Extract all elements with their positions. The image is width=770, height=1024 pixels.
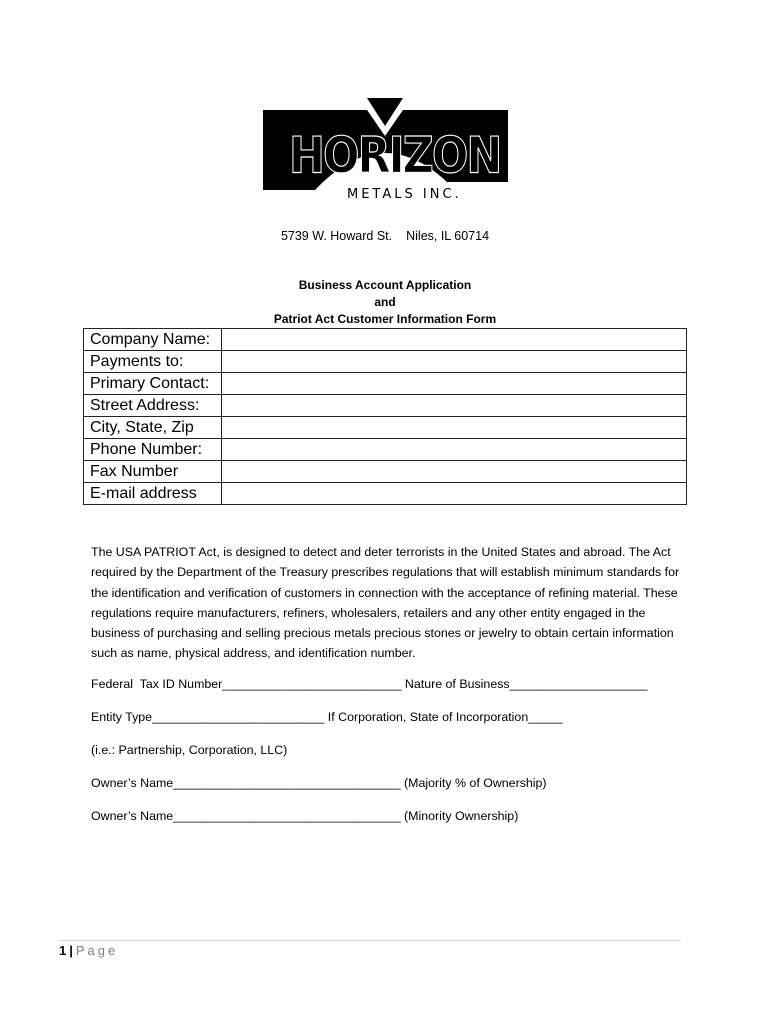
payments-to-field[interactable] <box>222 351 687 373</box>
payments-to-label: Payments to: <box>84 351 222 373</box>
primary-contact-label: Primary Contact: <box>84 373 222 395</box>
street-address-field[interactable] <box>222 395 687 417</box>
company-address <box>0 229 770 243</box>
table-row <box>84 461 687 483</box>
title-line-1: Business Account Application <box>298 278 472 292</box>
table-row <box>84 395 687 417</box>
address-city: Niles, IL 60714 <box>406 229 490 243</box>
customer-info-table <box>83 328 687 505</box>
page-label: Page <box>75 943 119 958</box>
address-street: 5739 W. Howard St. <box>280 229 393 243</box>
patriot-act-paragraph: The USA PATRIOT Act, is designed to detect and deter terrorists in the United States and abroad. The Act required by the Department of the Treasury prescribes regulations that will establish minimum standards for the identification and verification of customers in connection with the acceptance of refining material. These regulations require manufacturers, refiners, wholesalers, retailers and any other entity engaged in the business of purchasing and selling precious metals precious stones or jewelry to obtain certain information such as name, physical address, and identification number. <box>91 545 680 661</box>
company-name-field[interactable] <box>222 329 687 351</box>
logo-subtitle: METALS INC. <box>347 187 462 202</box>
tax-id-nature-line[interactable]: Federal Tax ID Number__________________________ Nature of Business____________________ <box>91 677 648 691</box>
table-row <box>84 373 687 395</box>
majority-owner-line[interactable]: Owner’s Name_________________________________ (Majority % of Ownership) <box>91 776 547 790</box>
city-state-zip-label: City, State, Zip <box>84 417 222 439</box>
primary-contact-field[interactable] <box>222 373 687 395</box>
title-line-2: and <box>374 295 396 309</box>
fax-number-label: Fax Number <box>84 461 222 483</box>
logo-text-group <box>263 98 508 206</box>
city-state-zip-field[interactable] <box>222 417 687 439</box>
logo-brand: HORIZON <box>289 127 501 185</box>
table-row <box>84 329 687 351</box>
fax-number-field[interactable] <box>222 461 687 483</box>
email-address-field[interactable] <box>222 483 687 505</box>
phone-number-label: Phone Number: <box>84 439 222 461</box>
form-title <box>0 277 770 328</box>
page-number: 1 <box>59 943 67 958</box>
street-address-label: Street Address: <box>84 395 222 417</box>
entity-type-note: (i.e.: Partnership, Corporation, LLC) <box>91 743 288 757</box>
entity-type-line[interactable]: Entity Type_________________________ If Corporation, State of Incorporation_____ <box>91 710 563 724</box>
email-address-label: E-mail address <box>84 483 222 505</box>
table-row <box>84 351 687 373</box>
title-line-3: Patriot Act Customer Information Form <box>273 312 497 326</box>
table-row <box>84 417 687 439</box>
footer-separator: | <box>69 943 73 958</box>
table-row <box>84 483 687 505</box>
footer-divider <box>59 940 681 941</box>
phone-number-field[interactable] <box>222 439 687 461</box>
page-footer <box>59 943 118 958</box>
table-row <box>84 439 687 461</box>
company-name-label: Company Name: <box>84 329 222 351</box>
minority-owner-line[interactable]: Owner’s Name_________________________________ (Minority Ownership) <box>91 809 519 823</box>
